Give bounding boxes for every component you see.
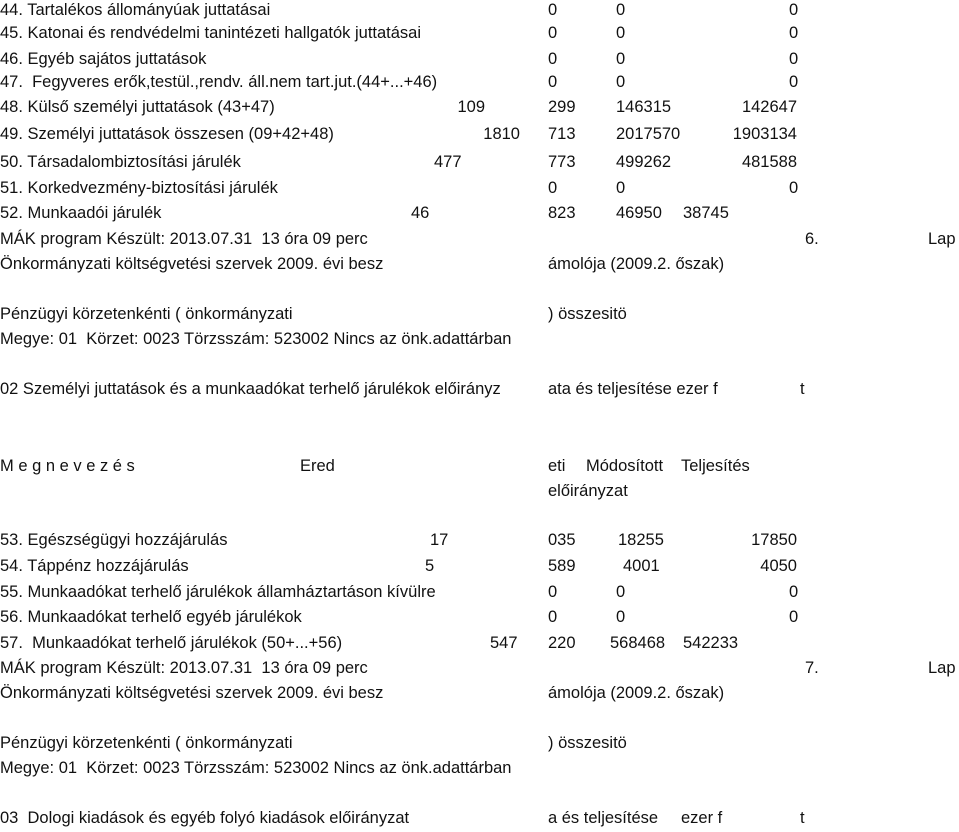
row-label: 48. Külső személyi juttatások (43+47) <box>0 98 275 116</box>
county-line: Megye: 01 Körzet: 0023 Törzsszám: 523002 Nincs az önk.adattárban <box>0 330 512 348</box>
report-title-right: ámolója (2009.2. őszak) <box>548 684 725 702</box>
header-megnevezes: M e g n e v e z é s <box>0 457 135 475</box>
row-label: 56. Munkaadókat terhelő egyéb járulékok <box>0 608 302 626</box>
cell-value: 713 <box>548 125 576 143</box>
row-label: 45. Katonai és rendvédelmi tanintézeti hallgatók juttatásai <box>0 24 422 42</box>
cell-value: 0 <box>548 73 558 91</box>
cell-value: 4050 <box>760 557 797 575</box>
district-title-right: ) összesitö <box>548 734 627 752</box>
cell-value: 0 <box>616 50 626 68</box>
cell-value: 773 <box>548 153 576 171</box>
mak-program-line: MÁK program Készült: 2013.07.31 13 óra 09 perc <box>0 230 368 248</box>
header-teljesites: Teljesítés <box>681 457 750 475</box>
report-title-left: Önkormányzati költségvetési szervek 2009. évi besz <box>0 255 384 273</box>
row-label: 47. Fegyveres erők,testül.,rendv. áll.nem tart.jut.(44+...+46) <box>0 73 438 91</box>
section-title-left: 03 Dologi kiadások és egyéb folyó kiadások előirányzat <box>0 809 410 827</box>
lap-label: Lap <box>928 230 956 248</box>
page-number: 6. <box>805 230 819 248</box>
cell-value: 542233 <box>683 634 739 652</box>
header-ered: Ered <box>300 457 335 475</box>
cell-value: 0 <box>548 179 558 197</box>
cell-value: 0 <box>548 50 558 68</box>
header-modositott: Módosított <box>586 457 664 475</box>
cell-value: 5 <box>425 557 435 575</box>
cell-value: 0 <box>789 583 799 601</box>
cell-value: 035 <box>548 531 576 549</box>
cell-value: 46950 <box>616 204 662 222</box>
page-number: 7. <box>805 659 819 677</box>
row-label: 54. Táppénz hozzájárulás <box>0 557 189 575</box>
cell-value: 109 <box>457 98 485 116</box>
lap-label: Lap <box>928 659 956 677</box>
report-title-right: ámolója (2009.2. őszak) <box>548 255 725 273</box>
district-title-left: Pénzügyi körzetenkénti ( önkormányzati <box>0 734 293 752</box>
cell-value: 1810 <box>483 125 520 143</box>
section-title-t: t <box>800 380 805 398</box>
cell-value: 0 <box>789 24 799 42</box>
row-label: 57. Munkaadókat terhelő járulékok (50+...+56) <box>0 634 343 652</box>
cell-value: 0 <box>616 73 626 91</box>
row-label: 55. Munkaadókat terhelő járulékok államháztartáson kívülre <box>0 583 436 601</box>
cell-value: 0 <box>616 24 626 42</box>
section-title-mid: ata és teljesítése ezer f <box>548 380 718 398</box>
cell-value: 481588 <box>741 153 797 171</box>
cell-value: 299 <box>548 98 576 116</box>
row-label: 52. Munkaadói járulék <box>0 204 162 222</box>
cell-value: 4001 <box>623 557 660 575</box>
cell-value: 38745 <box>683 204 729 222</box>
county-line: Megye: 01 Körzet: 0023 Törzsszám: 523002 Nincs az önk.adattárban <box>0 759 512 777</box>
cell-value: 568468 <box>610 634 666 652</box>
cell-value: 823 <box>548 204 576 222</box>
section-title-ezer: ezer f <box>681 809 723 827</box>
cell-value: 0 <box>789 608 799 626</box>
cell-value: 477 <box>434 153 462 171</box>
section-title-mid: a és teljesítése <box>548 809 659 827</box>
report-title-left: Önkormányzati költségvetési szervek 2009. évi besz <box>0 684 384 702</box>
cell-value: 0 <box>616 1 626 19</box>
row-label: 50. Társadalombiztosítási járulék <box>0 153 241 171</box>
cell-value: 0 <box>548 1 558 19</box>
cell-value: 499262 <box>616 153 672 171</box>
cell-value: 142647 <box>741 98 797 116</box>
cell-value: 46 <box>411 204 430 222</box>
cell-value: 0 <box>616 583 626 601</box>
cell-value: 0 <box>548 24 558 42</box>
cell-value: 0 <box>789 73 799 91</box>
district-title-left: Pénzügyi körzetenkénti ( önkormányzati <box>0 305 293 323</box>
cell-value: 0 <box>548 583 558 601</box>
cell-value: 146315 <box>616 98 672 116</box>
header-eloiranyzat: előirányzat <box>548 482 628 500</box>
cell-value: 17850 <box>751 531 797 549</box>
cell-value: 2017570 <box>616 125 681 143</box>
cell-value: 0 <box>548 608 558 626</box>
cell-value: 589 <box>548 557 576 575</box>
row-label: 51. Korkedvezmény-biztosítási járulék <box>0 179 278 197</box>
row-label: 53. Egészségügyi hozzájárulás <box>0 531 228 549</box>
cell-value: 1903134 <box>732 125 797 143</box>
cell-value: 220 <box>548 634 576 652</box>
section-title-t: t <box>800 809 805 827</box>
cell-value: 0 <box>616 179 626 197</box>
mak-program-line: MÁK program Készült: 2013.07.31 13 óra 09 perc <box>0 659 368 677</box>
row-label: 49. Személyi juttatások összesen (09+42+48) <box>0 125 334 143</box>
cell-value: 0 <box>616 608 626 626</box>
section-title-left: 02 Személyi juttatások és a munkaadókat terhelő járulékok előirányz <box>0 380 501 398</box>
cell-value: 547 <box>490 634 518 652</box>
cell-value: 0 <box>789 50 799 68</box>
cell-value: 17 <box>430 531 449 549</box>
header-eti: eti <box>548 457 566 475</box>
cell-value: 0 <box>789 179 799 197</box>
cell-value: 0 <box>789 1 799 19</box>
row-label: 44. Tartalékos állományúak juttatásai <box>0 1 271 19</box>
district-title-right: ) összesitö <box>548 305 627 323</box>
cell-value: 18255 <box>618 531 664 549</box>
row-label: 46. Egyéb sajátos juttatások <box>0 50 207 68</box>
